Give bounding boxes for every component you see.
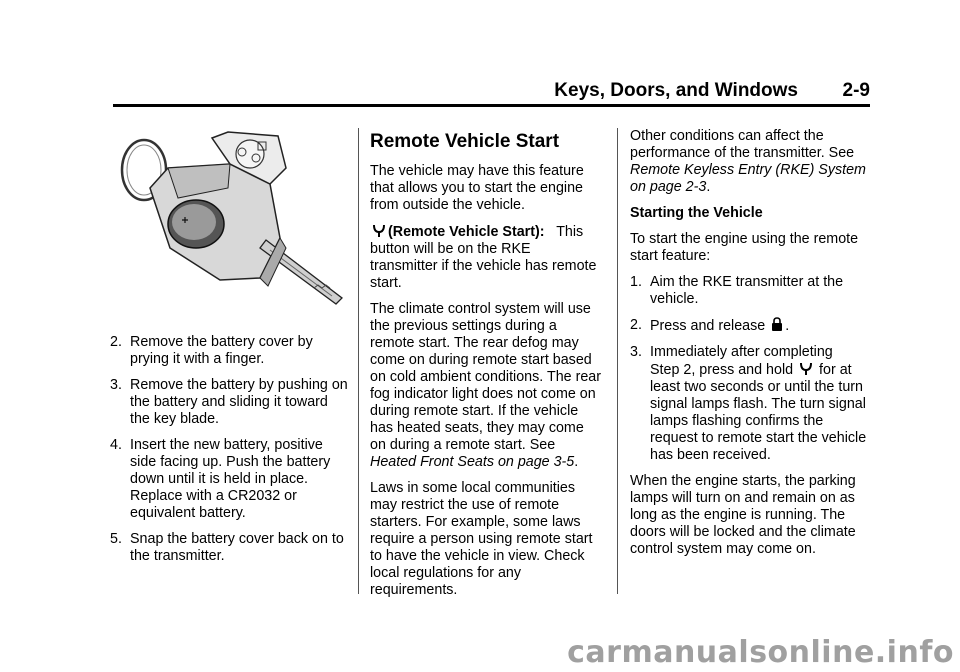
subheading: Starting the Vehicle [630,205,763,221]
section-heading: Remote Vehicle Start [370,131,560,152]
step-text: Remove the battery by pushing on the battery and sliding it toward the key blade. [130,377,348,427]
button-description [370,223,602,292]
remote-start-icon [799,361,813,376]
climate-paragraph [370,301,602,471]
heated-seats-link[interactable]: Heated Front Seats on page 3-5 [370,454,575,470]
step-text: Aim the RKE transmitter at the vehicle. [650,274,844,307]
key-fob-battery-illustration [110,128,350,316]
button-label: (Remote Vehicle Start): [388,224,545,240]
step-number: 4. [110,437,122,453]
watermark: carmanualsonline.info [567,635,954,670]
step-text-post: for at least two seconds or until the turn signal lamps flash. The turn signal lamps flashing confirms the request to remote start the vehicle has been received. [650,362,867,463]
list-item [110,531,350,565]
period: . [785,318,790,334]
step-text [650,344,870,464]
step-number: 2. [110,334,122,350]
period: . [574,454,579,470]
step-number: 1. [630,274,642,290]
list-item [110,437,350,522]
column-divider [617,128,618,594]
button-desc-text: This button will be on the RKE transmitter if the vehicle has remote start. [370,224,597,291]
column-middle [370,131,602,608]
step-number: 3. [630,344,642,360]
column-divider [358,128,359,594]
step-text: Snap the battery cover back on to the transmitter. [130,531,344,564]
list-item [110,377,350,428]
step-number: 3. [110,377,122,393]
page-header [113,80,870,107]
step-text [650,317,870,335]
laws-paragraph: Laws in some local communities may restrict the use of remote starters. For example, some laws require a person using remote start to have the vehicle in view. Check local regulations for any requirements. [370,480,593,598]
step-number: 5. [110,531,122,547]
lock-icon [771,317,783,332]
period: . [706,179,711,195]
rke-link[interactable]: Remote Keyless Entry (RKE) System on page 2-3 [630,162,866,195]
instruction-paragraph: To start the engine using the remote start feature: [630,231,859,264]
step-text-pre: Step 2, press and hold [650,362,794,378]
list-item [630,344,870,464]
step-text-first: Immediately after completing [650,344,833,360]
step-number: 2. [630,317,642,333]
list-item [630,317,870,335]
conditions-paragraph [630,128,870,196]
step-text: Insert the new battery, positive side facing up. Push the battery down until it is held in place. Replace with a CR2032 or equivalent battery. [130,437,331,521]
section-title: Keys, Doors, and Windows [554,80,798,101]
engine-start-paragraph: When the engine starts, the parking lamps will turn on and remain on as long as the engine is running. The doors will be locked and the climate control system may come on. [630,473,856,557]
list-item [630,274,870,308]
climate-text: The climate control system will use the previous settings during a remote start. The rear defog may come on during remote start based on cold ambient conditions. The rear fog indicator light does not come on during remote start. If the vehicle has heated seats, they may come on during a remote start. See [370,301,602,453]
step-text-pre: Press and release [650,318,766,334]
column-left [110,128,350,574]
step-text: Remove the battery cover by prying it with a finger. [130,334,313,367]
remote-start-icon [372,223,386,238]
list-item [110,334,350,368]
conditions-text: Other conditions can affect the performance of the transmitter. See [630,128,855,161]
page-number: 2-9 [842,80,870,101]
column-right [630,128,870,567]
intro-paragraph: The vehicle may have this feature that allows you to start the engine from outside the vehicle. [370,163,584,213]
